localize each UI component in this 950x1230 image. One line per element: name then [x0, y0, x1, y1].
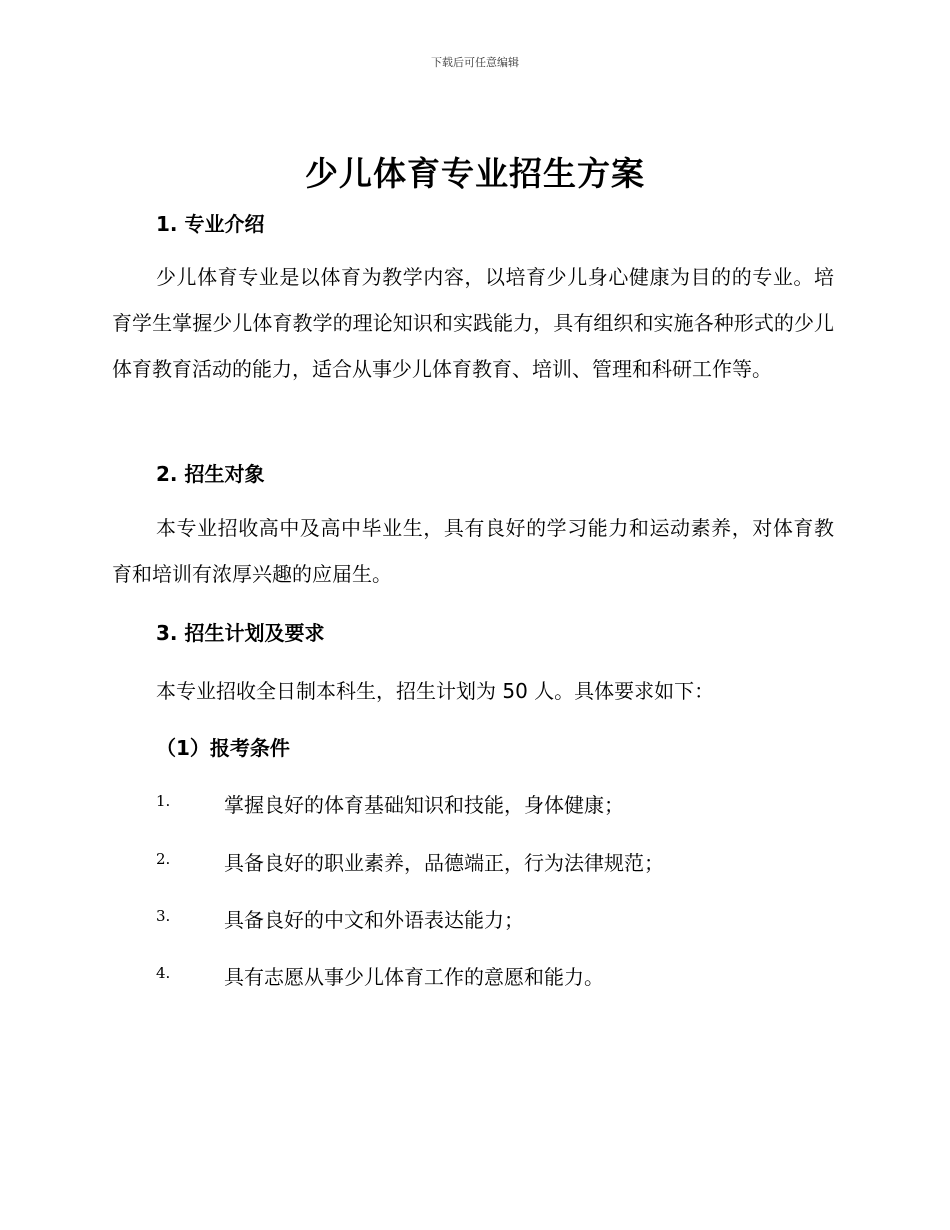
list-item [156, 961, 856, 991]
subheading-conditions: （1）报考条件 [156, 736, 290, 760]
list-item-number: 3. [156, 907, 171, 925]
section-heading-plan: 3. 招生计划及要求 [156, 621, 325, 645]
header-note: 下载后可任意编辑 [431, 56, 519, 69]
list-item-text: 具备良好的中文和外语表达能力； [224, 908, 524, 932]
list-item-number: 1. [156, 792, 171, 810]
list-item [156, 904, 856, 934]
list-item-number: 4. [156, 964, 171, 982]
list-item-text: 掌握良好的体育基础知识和技能，身体健康； [224, 793, 624, 817]
section-heading-intro: 1. 专业介绍 [156, 212, 265, 236]
section-intro-plan: 本专业招收全日制本科生，招生计划为 50 人。具体要求如下： [156, 679, 715, 703]
list-item-text: 具备良好的职业素养，品德端正，行为法律规范； [224, 851, 664, 875]
list-item [156, 847, 856, 877]
section-paragraph-target: 本专业招收高中及高中毕业生，具有良好的学习能力和运动素养，对体育教育和培训有浓厚兴趣的应届生。 [112, 516, 834, 586]
section-paragraph-intro: 少儿体育专业是以体育为教学内容，以培育少儿身心健康为目的的专业。培育学生掌握少儿体育教学的理论知识和实践能力，具有组织和实施各种形式的少儿体育教育活动的能力，适合从事少儿体育教育、培训、管理和科研工作等。 [112, 265, 834, 381]
list-item [156, 789, 856, 819]
document-title: 少儿体育专业招生方案 [305, 154, 645, 193]
list-item-number: 2. [156, 850, 171, 868]
section-heading-target: 2. 招生对象 [156, 462, 265, 486]
list-item-text: 具有志愿从事少儿体育工作的意愿和能力。 [224, 965, 604, 989]
